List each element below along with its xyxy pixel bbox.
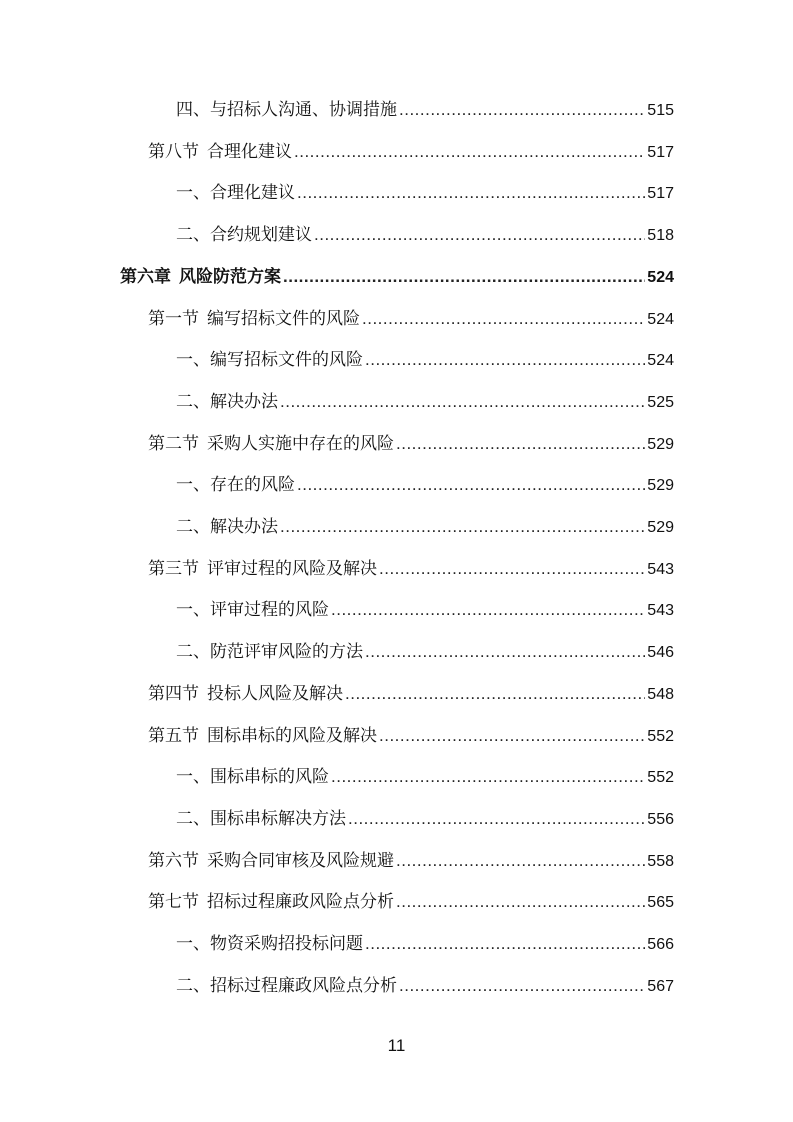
toc-entry-number: 一、 <box>176 350 210 371</box>
toc-entry-text: 评审过程的风险及解决 <box>207 558 377 579</box>
toc-entry-text: 防范评审风险的方法 <box>210 642 363 663</box>
dot-leader <box>362 304 645 334</box>
dot-leader <box>365 637 645 667</box>
toc-entry-page: 567 <box>647 977 674 995</box>
dot-leader <box>345 679 645 709</box>
toc-entry-text: 编写招标文件的风险 <box>210 350 363 371</box>
toc-entry-title <box>120 262 281 292</box>
toc-entry-number: 一、 <box>176 475 210 496</box>
toc-entry-number: 二、 <box>176 975 210 996</box>
toc-entry-page: 548 <box>647 685 674 703</box>
toc-entry-number: 四、 <box>176 100 210 120</box>
dot-leader <box>331 762 645 792</box>
toc-entry-number: 第七节 <box>148 892 199 913</box>
toc-entry-text: 合理化建议 <box>210 183 295 204</box>
toc-entry-title <box>176 387 278 417</box>
toc-entry-title <box>148 554 377 584</box>
toc-entry-number: 二、 <box>176 391 210 412</box>
toc-entry-number: 一、 <box>176 934 210 954</box>
toc-entry-title <box>148 846 394 876</box>
toc-entry-page: 546 <box>647 644 674 662</box>
toc-entry-number: 一、 <box>176 767 210 788</box>
toc-entry-page: 556 <box>647 810 674 828</box>
toc-entry[interactable] <box>176 762 674 792</box>
dot-leader <box>297 178 645 208</box>
toc-entry[interactable] <box>176 929 674 959</box>
dot-leader <box>396 429 645 459</box>
toc-entry-number: 二、 <box>176 517 210 537</box>
toc-entry-page: 529 <box>647 435 674 453</box>
toc-entry-text: 物资采购招投标问题 <box>210 934 363 954</box>
toc-entry-page: 525 <box>647 393 674 411</box>
dot-leader <box>348 804 645 834</box>
dot-leader <box>280 387 645 417</box>
dot-leader <box>294 137 645 167</box>
toc-entry[interactable] <box>148 554 674 584</box>
toc-entry-title <box>176 929 363 959</box>
toc-entry-text: 招标过程廉政风险点分析 <box>210 975 397 996</box>
toc-entry[interactable] <box>176 971 674 1001</box>
toc-entry-page: 524 <box>647 352 674 370</box>
toc-entry[interactable] <box>176 95 674 125</box>
toc-entry-text: 采购人实施中存在的风险 <box>207 433 394 454</box>
toc-entry-number: 二、 <box>176 225 210 246</box>
toc-entry-text: 评审过程的风险 <box>210 600 329 621</box>
toc-entry-text: 合理化建议 <box>207 141 292 162</box>
toc-entry-number: 第三节 <box>148 558 199 579</box>
toc-entry-text: 围标串标解决方法 <box>210 808 346 829</box>
toc-entry-title <box>176 220 312 250</box>
toc-entry-text: 投标人风险及解决 <box>207 683 343 704</box>
toc-entry[interactable] <box>176 595 674 625</box>
toc-entry-page: 518 <box>647 227 674 245</box>
toc-entry[interactable] <box>148 887 674 917</box>
dot-leader <box>280 512 645 542</box>
toc-entry-title <box>148 429 394 459</box>
toc-entry[interactable] <box>148 846 674 876</box>
dot-leader <box>396 887 645 917</box>
toc-entry-page: 558 <box>647 852 674 870</box>
toc-entry-title <box>176 512 278 542</box>
toc-entry-page: 517 <box>647 143 674 161</box>
dot-leader <box>365 345 645 375</box>
toc-entry-page: 552 <box>647 769 674 787</box>
toc-entry-page: 543 <box>647 602 674 620</box>
toc-entry-page: 543 <box>647 560 674 578</box>
toc-entry-page: 517 <box>647 185 674 203</box>
toc-entry-title <box>176 178 295 208</box>
dot-leader <box>399 971 645 1001</box>
toc-entry-number: 第五节 <box>148 725 199 746</box>
toc-entry-text: 存在的风险 <box>210 475 295 496</box>
toc-entry-page: 552 <box>647 727 674 745</box>
toc-entry[interactable] <box>176 178 674 208</box>
dot-leader <box>283 262 645 292</box>
toc-entry-text: 解决办法 <box>210 517 278 537</box>
toc-entry[interactable] <box>176 387 674 417</box>
dot-leader <box>396 846 645 876</box>
toc-entry-page: 524 <box>647 268 674 286</box>
dot-leader <box>379 554 645 584</box>
toc-entry-page: 524 <box>647 310 674 328</box>
page-number: 11 <box>387 1036 406 1055</box>
toc-entry-number: 第六节 <box>148 850 199 871</box>
toc-entry-number: 第四节 <box>148 683 199 704</box>
toc-entry-text: 采购合同审核及风险规避 <box>207 850 394 871</box>
toc-entry-text: 解决办法 <box>210 391 278 412</box>
toc-entry-text: 与招标人沟通、协调措施 <box>210 100 397 120</box>
toc-entry[interactable] <box>148 679 674 709</box>
toc-entry[interactable] <box>148 137 674 167</box>
dot-leader <box>365 929 645 959</box>
toc-entry-title <box>176 971 397 1001</box>
toc-entry-text: 编写招标文件的风险 <box>207 308 360 329</box>
toc-entry[interactable] <box>176 512 674 542</box>
toc-entry[interactable] <box>176 637 674 667</box>
toc-entry-page: 529 <box>647 477 674 495</box>
toc-entry-number: 二、 <box>176 808 210 829</box>
toc-entry-number: 一、 <box>176 600 210 621</box>
toc-entry-text: 风险防范方案 <box>179 266 281 287</box>
toc-entry[interactable] <box>176 345 674 375</box>
toc-entry[interactable] <box>148 429 674 459</box>
toc-entry-page: 529 <box>647 519 674 536</box>
dot-leader <box>331 595 645 625</box>
toc-entry-title <box>176 345 363 375</box>
toc-entry[interactable] <box>148 721 674 751</box>
dot-leader <box>297 470 645 500</box>
toc-entry-number: 第二节 <box>148 433 199 454</box>
toc-entry-number: 第一节 <box>148 308 199 329</box>
dot-leader <box>314 220 645 250</box>
toc-entry-title <box>148 137 292 167</box>
toc-entry-title <box>176 804 346 834</box>
toc-entry-text: 合约规划建议 <box>210 225 312 246</box>
toc-entry-page: 565 <box>647 894 674 912</box>
toc-entry[interactable] <box>176 804 674 834</box>
toc-entry-title <box>176 95 397 125</box>
toc-entry-title <box>176 762 329 792</box>
toc-entry-number: 一、 <box>176 183 210 204</box>
toc-entry-number: 第八节 <box>148 141 199 162</box>
toc-entry-title <box>148 721 377 751</box>
toc-entry-title <box>176 470 295 500</box>
dot-leader <box>379 721 645 751</box>
toc-entry-title <box>176 595 329 625</box>
toc-entry-text: 招标过程廉政风险点分析 <box>207 892 394 913</box>
toc-entry-title <box>148 887 394 917</box>
toc-entry-page: 566 <box>647 936 674 953</box>
toc-entry-title <box>148 679 343 709</box>
toc-entry[interactable] <box>176 470 674 500</box>
toc-entry-text: 围标串标的风险 <box>210 767 329 788</box>
toc-entry-page: 515 <box>647 102 674 119</box>
toc-entry-title <box>148 304 360 334</box>
toc-entry-number: 第六章 <box>120 266 171 287</box>
dot-leader <box>399 95 645 125</box>
toc-entry[interactable] <box>148 304 674 334</box>
toc-entry-number: 二、 <box>176 642 210 663</box>
toc-entry[interactable] <box>176 220 674 250</box>
toc-entry-text: 围标串标的风险及解决 <box>207 725 377 746</box>
toc-entry-title <box>176 637 363 667</box>
toc-entry[interactable] <box>120 262 674 292</box>
